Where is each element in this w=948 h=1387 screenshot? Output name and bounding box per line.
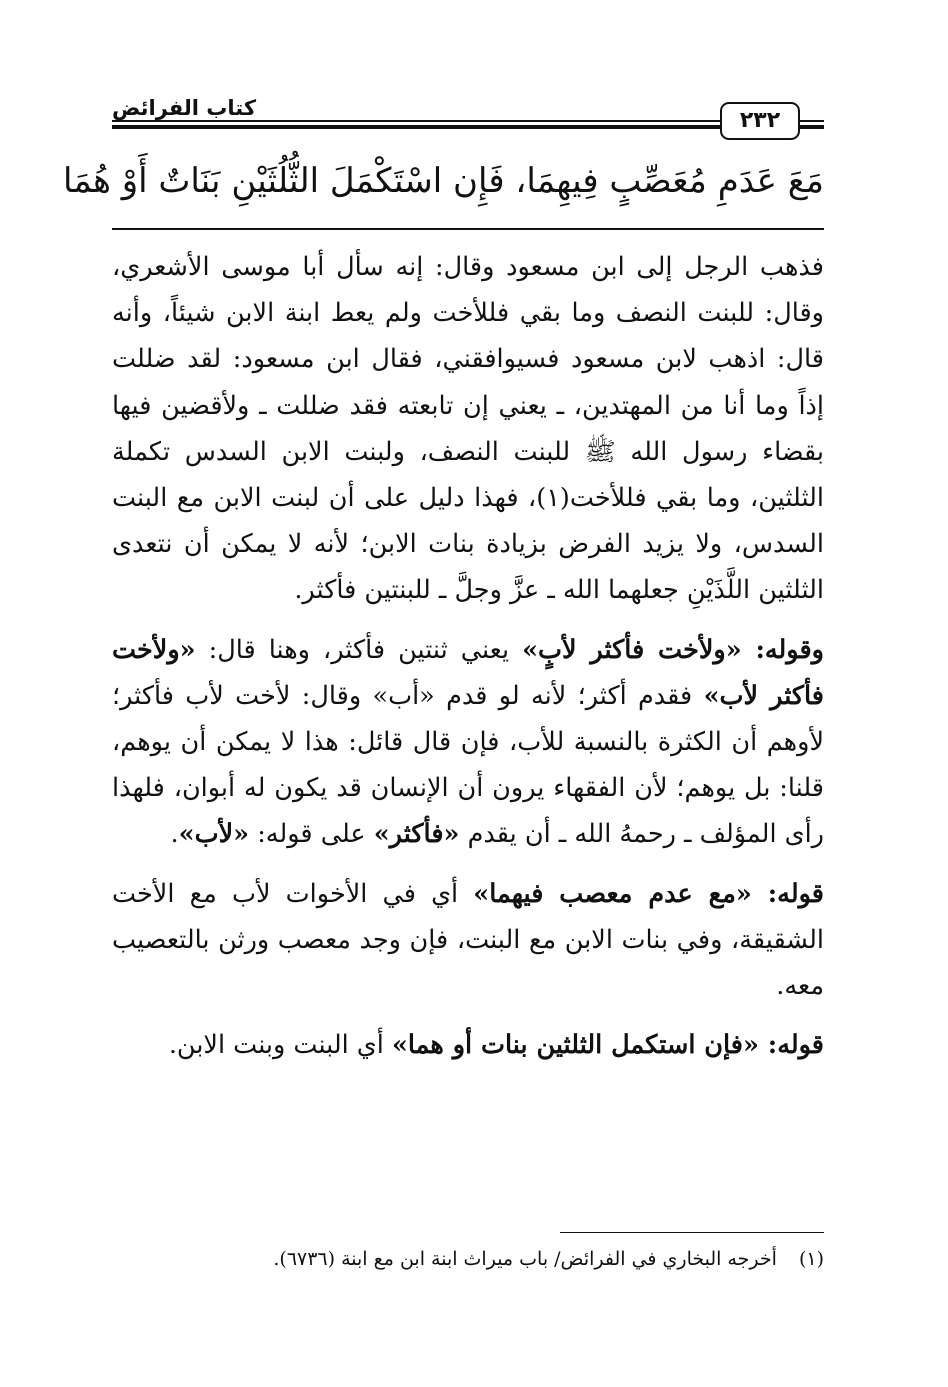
paragraph-4-lead: قوله: «فإن استكمل الثلثين بنات أو هما»	[391, 1030, 824, 1061]
paragraph-1	[112, 244, 824, 614]
paragraph-3-text: أي في الأخوات لأب مع الأخت الشقيقة، وفي بنات الابن مع البنت، فإن وجد معصب ورثن بالتعصيب معه.	[112, 878, 824, 1002]
header-rule-bottom	[112, 125, 824, 129]
paragraph-4-text: أي البنت وبنت الابن.	[168, 1030, 392, 1061]
paragraph-1-text: فذهب الرجل إلى ابن مسعود وقال: إنه سأل أبا موسى الأشعري، وقال: للبنت النصف وما بقي فللأخت ولم يعط ابنة الابن شيئاً، وأنه قال: اذهب لابن مسعود فسيوافقني، فقال ابن مسعود: لقد ضللت إذاً وما أنا من المهتدين، ـ يعني إن تابعته فقد ضللت ـ ولأقضين فيها بقضاء رسول الله ﷺ للبنت النصف، ولبنت الابن السدس تكملة الثلثين، وما بقي فللأخت(١)، فهذا دليل على أن لبنت الابن مع البنت السدس، ولا يزيد الفرض بزيادة بنات الابن؛ لأنه لا يمكن أن نتعدى الثلثين اللَّذَيْنِ جعلهما الله ـ عزَّ وجلَّ ـ للبنتين فأكثر.	[112, 252, 825, 606]
page-header	[112, 96, 824, 140]
paragraph-3	[112, 871, 824, 1010]
paragraph-2-quote-3: «فأكثر»	[373, 819, 460, 850]
page-number: ٢٣٢	[720, 102, 800, 140]
paragraph-3-lead: قوله: «مع عدم معصب فيهما»	[473, 878, 824, 909]
paragraph-2-quote-2: «ولأخت فأكثر لأب»	[112, 634, 824, 711]
footnote-divider	[560, 1232, 824, 1233]
header-rule-top	[112, 120, 824, 122]
paragraph-4	[112, 1022, 824, 1068]
matn-line: مَعَ عَدَمِ مُعَصِّبٍ فِيهِمَا، فَإِن اسْتَكْمَلَ الثُّلُثَيْنِ بَنَاتٌ أَوْ هُمَا	[63, 161, 824, 201]
paragraph-2-text: يعني ثنتين فأكثر، وهنا قال:	[195, 634, 523, 665]
paragraph-2-quote-4: «لأب»	[178, 819, 250, 850]
paragraph-2-text-2: فقدم أكثر؛ لأنه لو قدم «أب» وقال: لأخت لأب فأكثر؛ لأوهم أن الكثرة بالنسبة للأب، فإن قال قائل: هذا لا يمكن أن يوهم، قلنا: بل يوهم؛ لأن الفقهاء يرون أن الإنسان قد يكون له أبوان، فلهذا رأى المؤلف ـ رحمهُ الله ـ أن يقدم	[112, 680, 824, 850]
book-title: كتاب الفرائض	[112, 96, 257, 120]
paragraph-2-text-3: على قوله:	[249, 819, 374, 850]
commentary-body	[112, 244, 824, 1068]
footnote	[112, 1244, 824, 1274]
footnote-number: (١)	[798, 1248, 824, 1270]
footnote-text: أخرجه البخاري في الفرائض/ باب ميراث ابنة ابن مع ابنة (٦٧٣٦).	[273, 1248, 777, 1270]
matn-divider	[112, 228, 824, 230]
paragraph-2-lead: وقوله: «ولأخت فأكثر لأبٍ»	[522, 634, 824, 665]
paragraph-2-text-4: .	[170, 819, 179, 850]
paragraph-2	[112, 627, 824, 858]
